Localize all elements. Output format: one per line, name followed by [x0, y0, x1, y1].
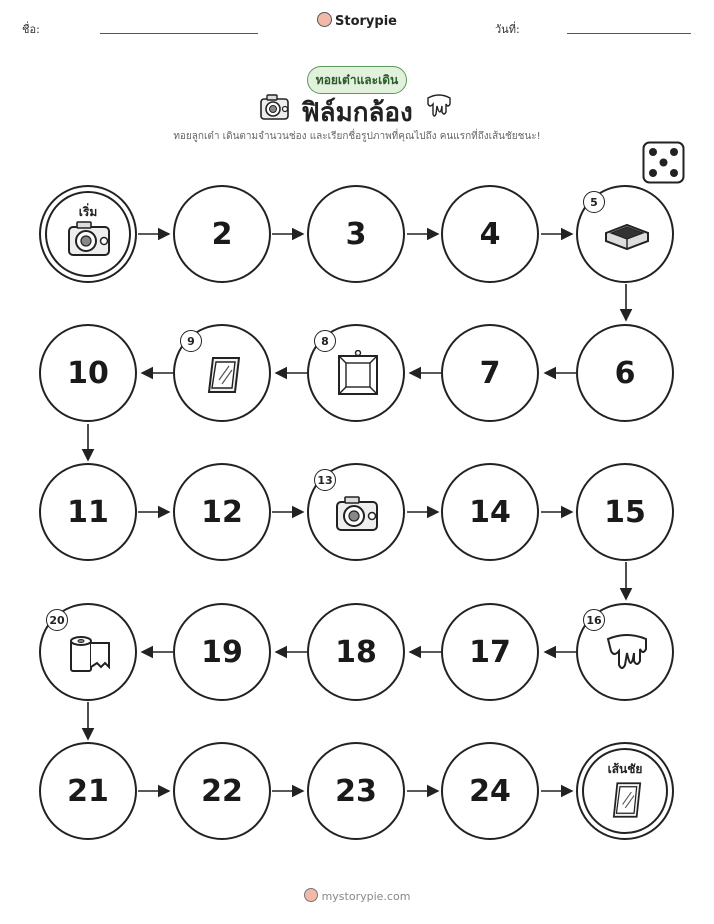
- footer-url[interactable]: mystorypie.com: [321, 890, 411, 903]
- developing-tray-icon: [602, 211, 652, 261]
- square-10[interactable]: 10: [39, 324, 137, 422]
- pig-logo-icon: [304, 888, 318, 902]
- square-number-16: 16: [583, 609, 605, 631]
- square-7[interactable]: 7: [441, 324, 539, 422]
- instructions: ทอยลูกเต๋า เดินตามจำนวนช่อง และเรียกชื่อรูปภาพที่คุณไปถึง คนแรกที่ถึงเส้นชัยชนะ!: [173, 131, 541, 142]
- square-4[interactable]: 4: [441, 185, 539, 283]
- square-15[interactable]: 15: [576, 463, 674, 561]
- square-number-9: 9: [180, 330, 202, 352]
- game-type-badge: ทอยเต๋าและเดิน: [307, 66, 407, 94]
- square-2[interactable]: 2: [173, 185, 271, 283]
- square-11[interactable]: 11: [39, 463, 137, 561]
- square-21[interactable]: 21: [39, 742, 137, 840]
- square-12[interactable]: 12: [173, 463, 271, 561]
- camera-icon: [65, 219, 115, 259]
- footer: [0, 888, 714, 903]
- film-roll-icon: [65, 629, 115, 679]
- frame-icon: [333, 350, 383, 400]
- brand-name: Storypie: [335, 14, 397, 29]
- finish-label: เส้นชัย: [607, 762, 643, 776]
- finish-square[interactable]: [576, 742, 674, 840]
- square-number-13: 13: [314, 469, 336, 491]
- start-square[interactable]: [39, 185, 137, 283]
- square-6[interactable]: 6: [576, 324, 674, 422]
- glass-plate-icon: [602, 778, 652, 822]
- square-number-8: 8: [314, 330, 336, 352]
- camera-icon: [333, 494, 383, 534]
- square-17[interactable]: 17: [441, 603, 539, 701]
- square-number-5: 5: [583, 191, 605, 213]
- date-label: วันที่:: [495, 23, 520, 36]
- square-19[interactable]: 19: [173, 603, 271, 701]
- name-label: ชื่อ:: [22, 23, 40, 36]
- square-18[interactable]: 18: [307, 603, 405, 701]
- square-24[interactable]: 24: [441, 742, 539, 840]
- square-3[interactable]: 3: [307, 185, 405, 283]
- square-22[interactable]: 22: [173, 742, 271, 840]
- square-14[interactable]: 14: [441, 463, 539, 561]
- square-23[interactable]: 23: [307, 742, 405, 840]
- drip-icon: [602, 629, 652, 679]
- page-title: ฟิล์มกล้อง: [301, 98, 413, 128]
- glass-plate-icon: [199, 350, 249, 400]
- square-number-20: 20: [46, 609, 68, 631]
- start-label: เริ่ม: [78, 205, 98, 219]
